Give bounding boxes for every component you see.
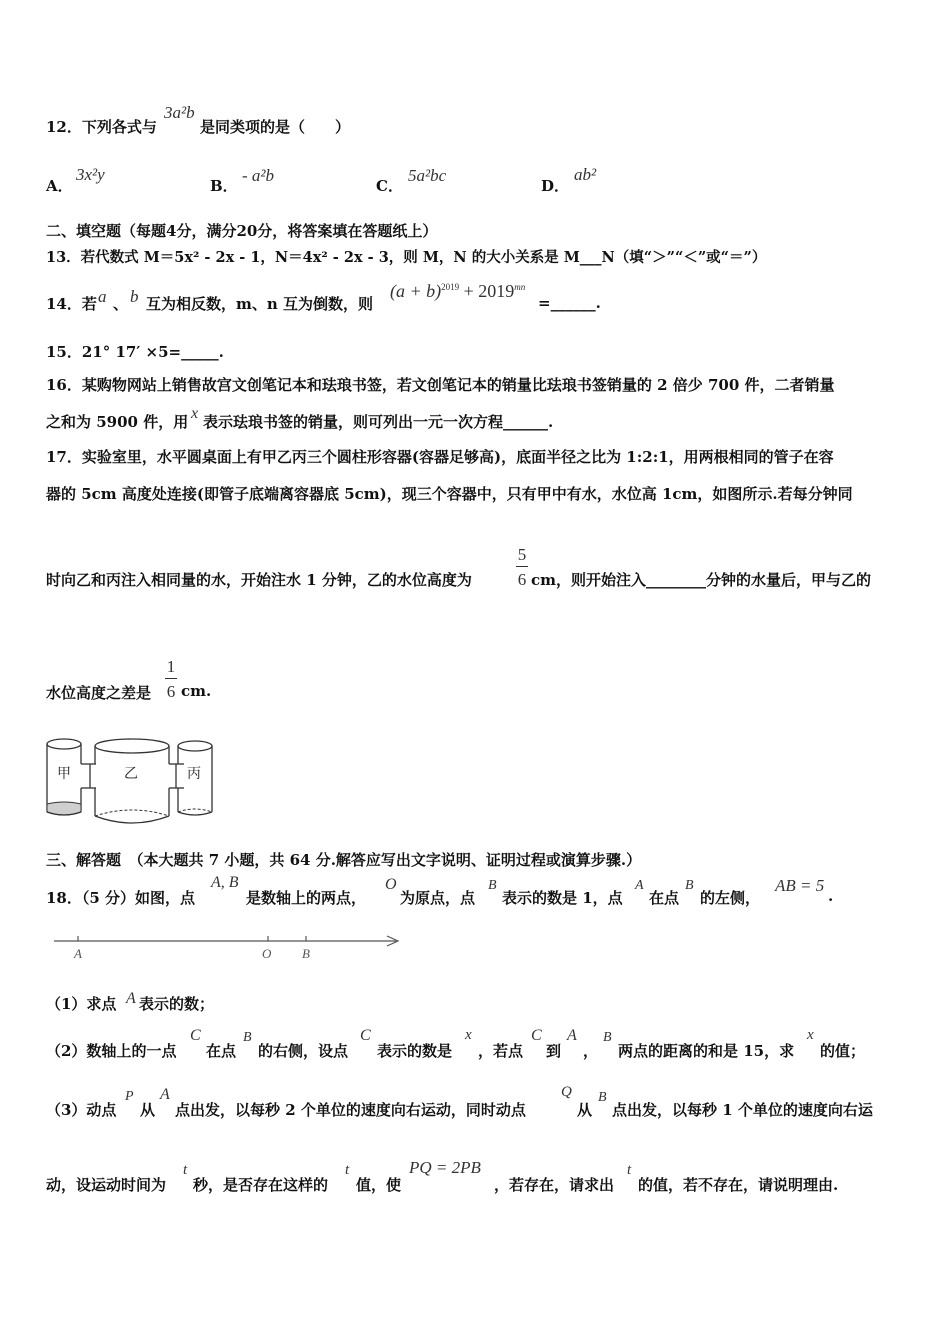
- q18-part3-p: P: [125, 1089, 134, 1104]
- option-b-expr: - a²b: [242, 166, 275, 185]
- q18-stem-1: 18．（5 分）如图，点: [46, 889, 196, 907]
- q18-part2-3: 的右侧，设点: [258, 1042, 349, 1060]
- q18-stem-2: 是数轴上的两点，: [246, 889, 367, 907]
- option-c-expr: 5a²bc: [408, 166, 447, 185]
- q13-text: 13．若代数式 M＝5x² - 2x - 1，N＝4x² - 2x - 3，则 M，N 的大小关系是 M___N（填“＞”“＜”或“＝”）: [46, 249, 767, 266]
- q12-expression: 3a²b: [164, 103, 195, 122]
- q18-part2-b2: B: [603, 1030, 612, 1045]
- q18-part2-x2: x: [807, 1027, 814, 1043]
- q17-line2: 器的 5cm 高度处连接(即管子底端离容器底 5cm)，现三个容器中，只有甲中有水，水位高 1cm，如图所示.若每分钟同: [46, 485, 853, 503]
- label-yi: 乙: [124, 766, 138, 782]
- q18-part3-t: t: [183, 1162, 188, 1178]
- q18-part2-1: （2）数轴上的一点: [46, 1042, 177, 1060]
- q17-line4-post: cm.: [181, 682, 212, 700]
- fraction-1-denominator: 6: [517, 570, 527, 589]
- q18-part3-q: Q: [561, 1084, 572, 1100]
- q18-part3-4: 从: [577, 1101, 593, 1119]
- q18-point-b: B: [488, 878, 497, 893]
- q18-point-b-2: B: [685, 878, 694, 893]
- section-2-heading: 二、填空题（每题4分，满分20分，将答案填在答题纸上）: [46, 222, 438, 240]
- q18-part3-line2-1: 动，设运动时间为: [46, 1176, 167, 1194]
- q18-origin-o: O: [385, 876, 397, 893]
- q18-part2-c: C: [190, 1027, 201, 1044]
- axis-label-a: A: [74, 946, 82, 961]
- q18-part3-b: B: [598, 1090, 607, 1105]
- fraction-1-numerator: 5: [517, 545, 527, 564]
- q18-part3-1: （3）动点: [46, 1101, 117, 1119]
- option-d-label: D．: [541, 177, 570, 195]
- q18-ab-equation: AB = 5: [775, 876, 825, 895]
- axis-label-o: O: [262, 946, 272, 961]
- q14-prefix: 14．若: [46, 295, 97, 313]
- option-b-label: B．: [210, 177, 238, 195]
- q16-line1: 16．某购物网站上销售故宫文创笔记本和珐琅书签，若文创笔记本的销量比珐琅书签销量的 2 倍少 700 件，二者销量: [46, 376, 835, 394]
- q18-part3-line2-3: 值，使: [356, 1176, 402, 1194]
- q18-part3-t2: t: [345, 1162, 350, 1178]
- q14-answer-blank: =______.: [538, 294, 601, 312]
- q16-line2-post: 表示珐琅书签的销量，则可列出一元一次方程______.: [203, 413, 554, 431]
- q18-part2-x: x: [465, 1027, 472, 1043]
- q18-part2-4: 表示的数是: [377, 1042, 453, 1060]
- number-line: [54, 932, 404, 962]
- q18-stem-5: 在点: [649, 889, 680, 907]
- q14-var-a: a: [98, 287, 107, 306]
- q15-text: 15．21° 17′ ×5=_____.: [46, 343, 224, 361]
- q18-part1-post: 表示的数；: [139, 995, 215, 1013]
- q18-part3-line2-4: ，若存在，请求出: [494, 1176, 615, 1194]
- q17-line3-post: cm，则开始注入________分钟的水量后，甲与乙的: [531, 571, 872, 589]
- q17-line4-pre: 水位高度之差是: [46, 684, 152, 702]
- q18-part3-5: 点出发，以每秒 1 个单位的速度向右运: [612, 1101, 873, 1119]
- q18-part2-b: B: [243, 1030, 252, 1045]
- option-d-expr: ab²: [574, 165, 597, 184]
- q18-part2-9: 的值；: [820, 1042, 866, 1060]
- q18-part3-eq: PQ = 2PB: [409, 1158, 481, 1177]
- q17-line3-pre: 时向乙和丙注入相同量的水，开始注水 1 分钟，乙的水位高度为: [46, 571, 472, 589]
- q14-expression: $(a + b)^{2019} + 2019^{mn}$: [390, 281, 526, 301]
- q18-part2-5: ，若点: [478, 1042, 524, 1060]
- q17-line1: 17．实验室里，水平圆桌面上有甲乙丙三个圆柱形容器(容器足够高)，底面半径之比为 1:2:1，用两根相同的管子在容: [46, 448, 834, 466]
- q18-part2-c2: C: [360, 1027, 371, 1044]
- q18-part3-2: 从: [140, 1101, 156, 1119]
- q18-stem-7: .: [828, 887, 834, 905]
- fraction-2-denominator: 6: [166, 682, 176, 701]
- cylinders-figure: [44, 736, 216, 828]
- q18-stem-3: 为原点，点: [400, 889, 476, 907]
- fraction-2-numerator: 1: [166, 657, 176, 676]
- fraction-1-bar: [516, 566, 528, 567]
- q14-sep: 、: [113, 295, 129, 313]
- fraction-2-bar: [165, 678, 177, 679]
- option-c-label: C．: [376, 177, 403, 195]
- section-3-heading: 三、解答题 （本大题共 7 小题，共 64 分.解答应写出文字说明、证明过程或演算步骤.）: [46, 851, 642, 869]
- option-a-label: A．: [46, 177, 73, 195]
- option-a-expr: 3x²y: [76, 165, 105, 184]
- q18-part1-a: A: [126, 990, 136, 1007]
- q16-line2-pre: 之和为 5900 件，用: [46, 413, 189, 431]
- q18-part3-3: 点出发，以每秒 2 个单位的速度向右运动，同时动点: [175, 1101, 526, 1119]
- label-bing: 丙: [187, 766, 201, 782]
- q18-stem-4: 表示的数是 1，点: [502, 889, 623, 907]
- q18-stem-6: 的左侧，: [700, 889, 761, 907]
- q14-mid: 互为相反数，m、n 互为倒数，则: [146, 295, 374, 313]
- q18-part2-c3: C: [531, 1027, 542, 1044]
- q16-var: x: [191, 405, 199, 422]
- q18-part3-a: A: [160, 1086, 170, 1103]
- q18-points-ab: A, B: [211, 874, 239, 891]
- q18-part2-7: ，: [583, 1042, 599, 1060]
- q12-stem: 12．下列各式与: [46, 118, 157, 136]
- q18-part3-t3: t: [627, 1162, 632, 1178]
- q18-point-a: A: [635, 878, 644, 893]
- q18-part2-2: 在点: [206, 1042, 237, 1060]
- label-jia: 甲: [57, 766, 71, 782]
- q18-part3-line2-5: 的值，若不存在，请说明理由.: [638, 1176, 839, 1194]
- q18-part1-pre: （1）求点: [46, 995, 117, 1013]
- axis-label-b: B: [302, 946, 310, 961]
- q18-part2-a: A: [567, 1027, 577, 1044]
- q14-var-b: b: [130, 287, 139, 306]
- q18-part2-6: 到: [546, 1042, 562, 1060]
- q18-part3-line2-2: 秒，是否存在这样的: [193, 1176, 329, 1194]
- q18-part2-8: 两点的距离的和是 15，求: [618, 1042, 795, 1060]
- q12-stem-end: 是同类项的是（ ）: [200, 118, 351, 136]
